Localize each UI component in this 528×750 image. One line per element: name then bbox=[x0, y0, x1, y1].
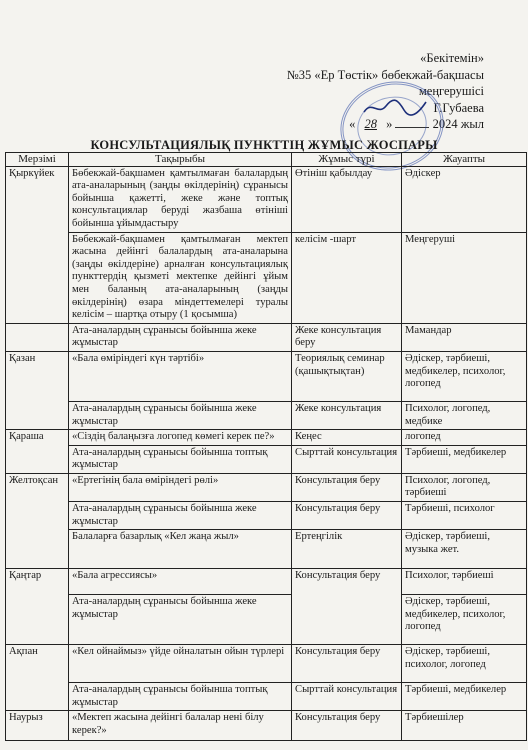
table-row bbox=[6, 430, 527, 446]
work-type-cell: келісім -шарт bbox=[292, 232, 402, 323]
responsible-cell: Әдіскер, тәрбиеші, медбикелер, психолог, логопед bbox=[402, 595, 527, 645]
month-cell: Наурыз bbox=[6, 711, 69, 741]
header-topic: Тақырыбы bbox=[69, 153, 292, 167]
responsible-cell: Психолог, тәрбиеші bbox=[402, 569, 527, 595]
topic-cell: Ата-аналардың сұранысы бойынша топтық жұмыстар bbox=[69, 683, 292, 711]
table-row bbox=[6, 502, 527, 530]
responsible-cell: Меңгеруші bbox=[402, 232, 527, 323]
month-cell-empty bbox=[6, 323, 69, 351]
month-cell: Қазан bbox=[6, 351, 69, 429]
table-row bbox=[6, 323, 527, 351]
responsible-cell: Әдіскер, тәрбиеші, музыка жет. bbox=[402, 530, 527, 569]
approval-organization: №35 «Ер Төстік» бөбекжай-бақшасы bbox=[286, 67, 484, 82]
responsible-cell: Тәрбиеші, психолог bbox=[402, 502, 527, 530]
signature-icon bbox=[362, 96, 428, 118]
work-type-cell: Консультация беру bbox=[292, 569, 402, 645]
topic-cell: Ата-аналардың сұранысы бойынша жеке жұмыстар bbox=[69, 323, 292, 351]
table-row bbox=[6, 569, 527, 595]
month-cell: Ақпан bbox=[6, 645, 69, 711]
month-cell: Қараша bbox=[6, 430, 69, 474]
responsible-cell: Әдіскер, тәрбиеші, медбикелер, психолог, логопед bbox=[402, 351, 527, 401]
topic-cell: «Сіздің балаңызға логопед көмегі керек пе?» bbox=[69, 430, 292, 446]
responsible-cell: логопед bbox=[402, 430, 527, 446]
table-row bbox=[6, 351, 527, 401]
table-row bbox=[6, 595, 527, 645]
table-row bbox=[6, 645, 527, 683]
table-row bbox=[6, 232, 527, 323]
responsible-cell: Тәрбиеші, медбикелер bbox=[402, 445, 527, 473]
topic-cell: Ата-аналардың сұранысы бойынша жеке жұмыстар bbox=[69, 595, 292, 645]
header-period: Мерзімі bbox=[6, 153, 69, 167]
table-row bbox=[6, 530, 527, 569]
responsible-cell: Тәрбиеші, медбикелер bbox=[402, 683, 527, 711]
work-type-cell: Сырттай консультация bbox=[292, 683, 402, 711]
responsible-cell: Мамандар bbox=[402, 323, 527, 351]
topic-cell: Ата-аналардың сұранысы бойынша топтық жұмыстар bbox=[69, 445, 292, 473]
topic-cell: Ата-аналардың сұранысы бойынша жеке жұмыстар bbox=[69, 401, 292, 429]
work-type-cell: Консультация беру bbox=[292, 711, 402, 741]
page-title: КОНСУЛЬТАЦИЯЛЫҚ ПУНКТТІҢ ЖҰМЫС ЖОСПАРЫ bbox=[90, 138, 438, 152]
topic-cell: «Ертегінің бала өміріндегі рөлі» bbox=[69, 473, 292, 501]
topic-cell: «Мектеп жасына дейінгі балалар нені білу керек?» bbox=[69, 711, 292, 741]
topic-cell: Ата-аналардың сұранысы бойынша жеке жұмыстар bbox=[69, 502, 292, 530]
responsible-cell: Психолог, логопед, тәрбиеші bbox=[402, 473, 527, 501]
responsible-cell: Тәрбиешілер bbox=[402, 711, 527, 741]
table-row bbox=[6, 445, 527, 473]
approval-date: « 28 » 2024 жыл bbox=[349, 117, 484, 131]
work-type-cell: Өтініш қабылдау bbox=[292, 166, 402, 232]
responsible-cell: Әдіскер, тәрбиеші, психолог, логопед bbox=[402, 645, 527, 683]
table-header-row bbox=[6, 153, 527, 167]
topic-cell: Бөбекжай-бақшамен қамтылмаған балалардың ата-аналарының (заңды өкілдерінің) сұранысы бойынша қажетті, жеке және топтық консультациялар беруді жазбаша өтініші бойынша ұйымдастыру bbox=[69, 166, 292, 232]
work-plan-table bbox=[5, 152, 527, 741]
topic-cell: «Бала агрессиясы» bbox=[69, 569, 292, 595]
table-row bbox=[6, 166, 527, 232]
header-responsible: Жауапты bbox=[402, 153, 527, 167]
table-row bbox=[6, 683, 527, 711]
work-type-cell: Сырттай консультация bbox=[292, 445, 402, 473]
work-type-cell: Жеке консультация bbox=[292, 401, 402, 429]
month-cell: Желтоқсан bbox=[6, 473, 69, 568]
table-row bbox=[6, 711, 527, 741]
approval-date-day: 28 bbox=[364, 117, 377, 131]
topic-cell: «Кел ойнаймыз» үйде ойналатын ойын түрлері bbox=[69, 645, 292, 683]
month-cell: Қаңтар bbox=[6, 569, 69, 645]
approval-date-year: 2024 жыл bbox=[432, 117, 484, 131]
topic-cell: «Бала өміріндегі күн тәртібі» bbox=[69, 351, 292, 401]
responsible-cell: Психолог, логопед, медбике bbox=[402, 401, 527, 429]
approval-name: Г.Губаева bbox=[433, 100, 484, 115]
approval-role: меңгерушісі bbox=[418, 84, 484, 98]
table-row bbox=[6, 473, 527, 501]
work-type-cell: Жеке консультация беру bbox=[292, 323, 402, 351]
topic-cell: Балаларға базарлық «Кел жаңа жыл» bbox=[69, 530, 292, 569]
responsible-cell: Әдіскер bbox=[402, 166, 527, 232]
work-type-cell: Консультация беру bbox=[292, 473, 402, 501]
work-type-cell: Теориялық семинар (қашықтықтан) bbox=[292, 351, 402, 401]
work-type-cell: Кеңес bbox=[292, 430, 402, 446]
approval-heading: «Бекітемін» bbox=[420, 51, 484, 65]
work-type-cell: Консультация беру bbox=[292, 645, 402, 683]
work-type-cell: Ертеңгілік bbox=[292, 530, 402, 569]
month-cell: Қыркүйек bbox=[6, 166, 69, 323]
work-type-cell: Консультация беру bbox=[292, 502, 402, 530]
table-row bbox=[6, 401, 527, 429]
header-work-type: Жұмыс түрі bbox=[292, 153, 402, 167]
topic-cell: Бөбекжай-бақшамен қамтылмаған мектеп жасына дейінгі балалардың ата-аналарына (заңды өкілдеріне) арналған консультациялық пункттердің қызметі мектепке дейінгі ұйым мен баланың ата-аналарының (заңды өкілдерінің) өзара міндеттемелері туралы келісім – шартқа отыру (1 қосымша) bbox=[69, 232, 292, 323]
